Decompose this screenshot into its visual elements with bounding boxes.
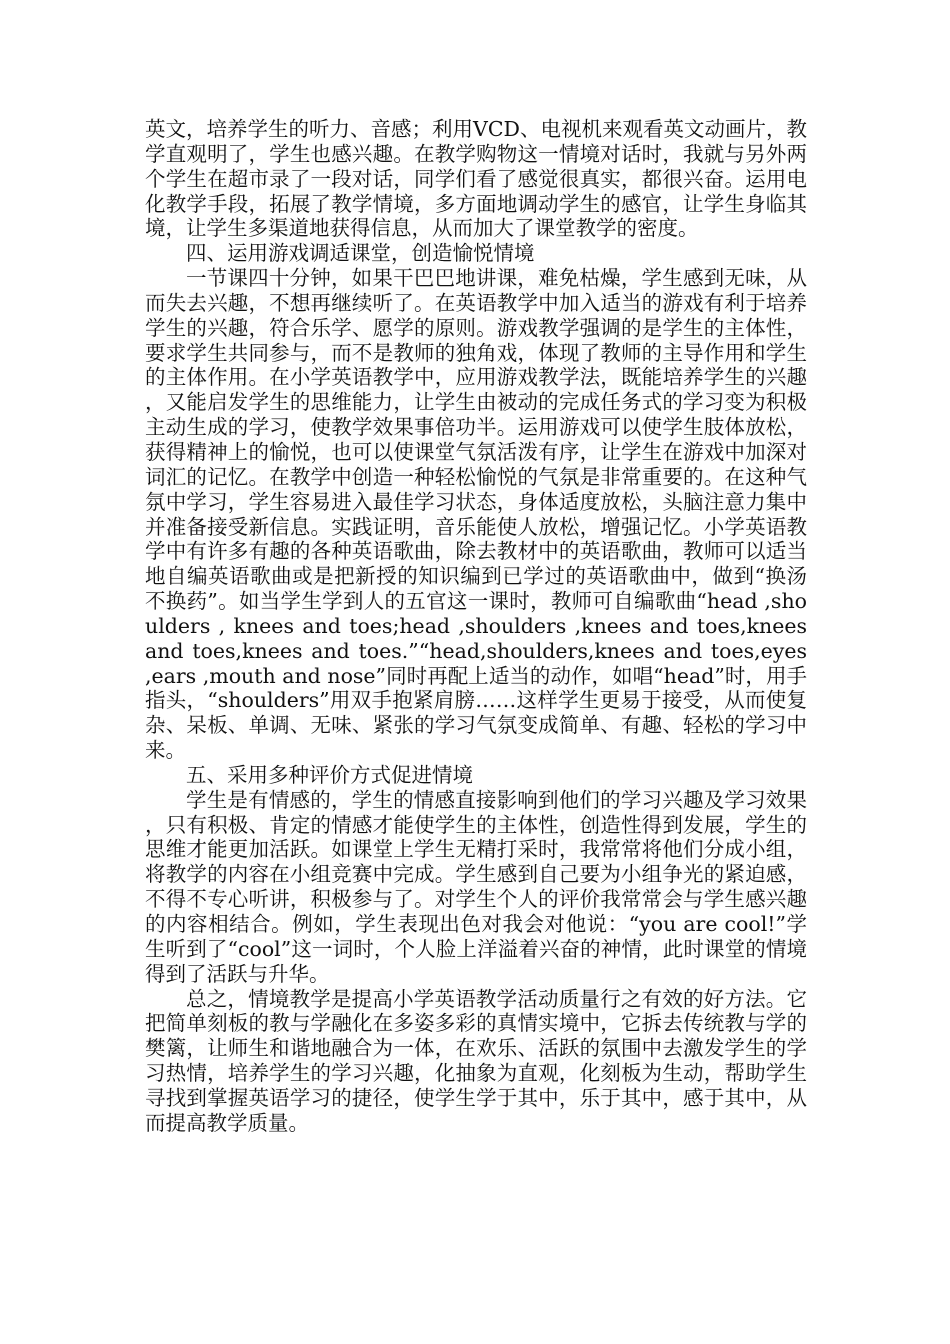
- paragraph-conclusion: 总之，情境教学是提高小学英语教学活动质量行之有效的好方法。它把简单刻板的教与学融化在多姿多彩的真情实境中，它拆去传统教与学的樊篱，让师生和谐地融合为一体，在欢乐、活跃的氛围中去激发学生的学习热情，培养学生的学习兴趣，化抽象为直观，化刻板为生动，帮助学生寻找到掌握英语学习的捷径，使学生学于其中，乐于其中，感于其中，从而提高教学质量。: [145, 986, 807, 1135]
- document-body: [145, 117, 807, 1136]
- section-heading-four: 四、运用游戏调适课堂，创造愉悦情境: [186, 241, 535, 266]
- paragraph-continuation: 英文，培养学生的听力、音感；利用VCD、电视机来观看英文动画片，教学直观明了，学生也感兴趣。在教学购物这一情境对话时，我就与另外两个学生在超市录了一段对话，同学们看了感觉很真实，都很兴奋。运用电化教学手段，拓展了教学情境，多方面地调动学生的感官，让学生身临其境，让学生多渠道地获得信息，从而加大了课堂教学的密度。: [145, 117, 807, 241]
- section-heading-five: 五、采用多种评价方式促进情境: [186, 762, 473, 787]
- paragraph-evaluation: 学生是有情感的，学生的情感直接影响到他们的学习兴趣及学习效果，只有积极、肯定的情感才能使学生的主体性，创造性得到发展，学生的思维才能更加活跃。如课堂上学生无精打采时，我常常将他们分成小组，将教学的内容在小组竞赛中完成。学生感到自己要为小组争光的紧迫感，不得不专心听讲，积极参与了。对学生个人的评价我常常会与学生感兴趣的内容相结合。例如，学生表现出色对我会对他说：“you are cool!”学生听到了“cool”这一词时，个人脸上洋溢着兴奋的神情，此时课堂的情境得到了活跃与升华。: [145, 787, 807, 986]
- paragraph-games: 一节课四十分钟，如果干巴巴地讲课，难免枯燥，学生感到无味，从而失去兴趣，不想再继续听了。在英语教学中加入适当的游戏有利于培养学生的兴趣，符合乐学、愿学的原则。游戏教学强调的是学生的主体性，要求学生共同参与，而不是教师的独角戏，体现了教师的主导作用和学生的主体作用。在小学英语教学中，应用游戏教学法，既能培养学生的兴趣，又能启发学生的思维能力，让学生由被动的完成任务式的学习变为积极主动生成的学习，使教学效果事倍功半。运用游戏可以使学生肢体放松，获得精神上的愉悦，也可以使课堂气氛活泼有序，让学生在游戏中加深对词汇的记忆。在教学中创造一种轻松愉悦的气氛是非常重要的。在这种气氛中学习，学生容易进入最佳学习状态，身体适度放松，头脑注意力集中并准备接受新信息。实践证明，音乐能使人放松，增强记忆。小学英语教学中有许多有趣的各种英语歌曲，除去教材中的英语歌曲，教师可以适当地自编英语歌曲或是把新授的知识编到已学过的英语歌曲中，做到“换汤不换药”。如当学生学到人的五官这一课时，教师可自编歌曲“head ,shoulders , knees and toes;head ,shoulders ,knees and toes,knees and toes,knees and toes.”“head,shoulders,knees and toes,eyes ,ears ,mouth and nose”同时再配上适当的动作，如唱“head”时，用手指头，“shoulders”用双手抱紧肩膀……这样学生更易于接受，从而使复杂、呆板、单调、无味、紧张的学习气氛变成简单、有趣、轻松的学习中来。: [145, 266, 807, 763]
